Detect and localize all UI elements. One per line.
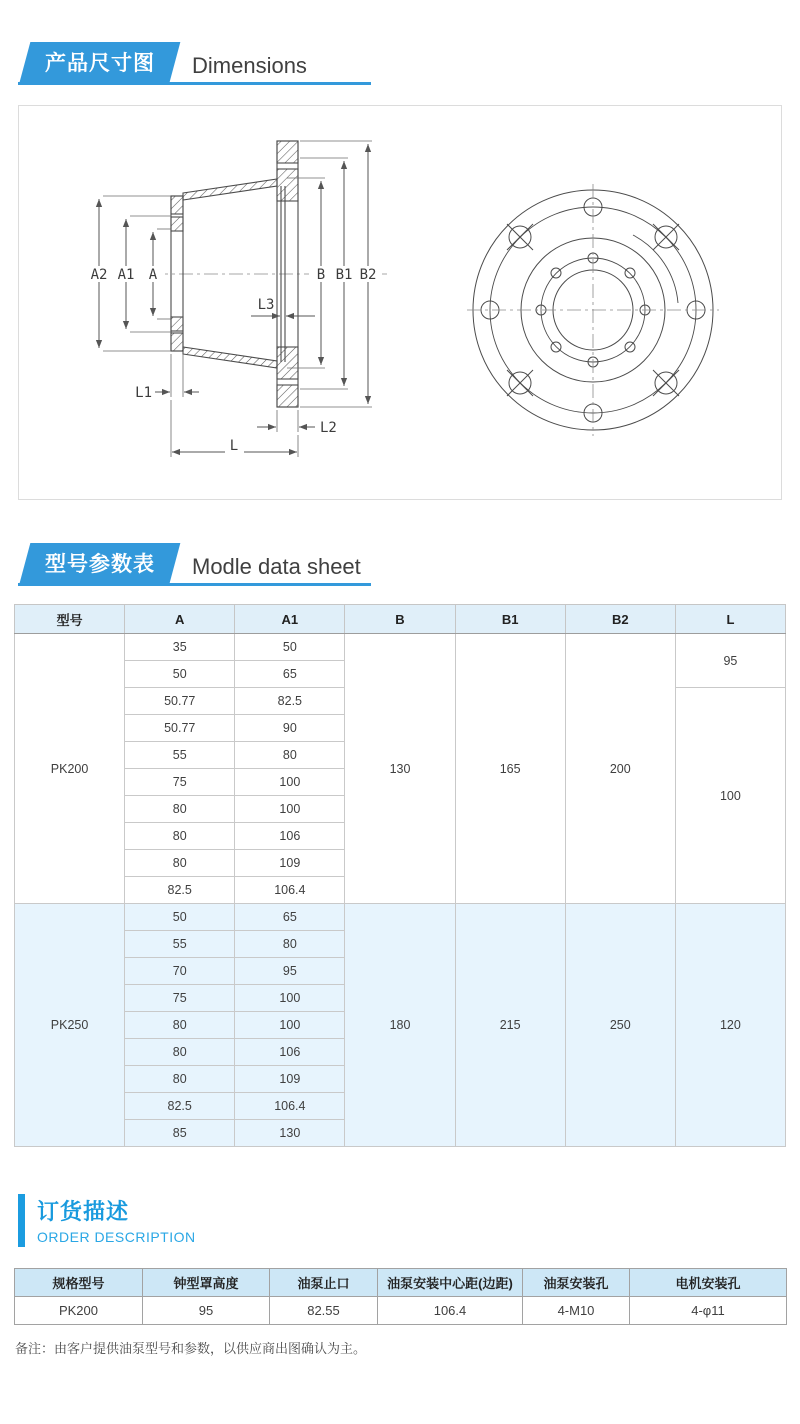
dimensions-section-header [18, 46, 371, 85]
a-cell: 75 [125, 769, 235, 796]
datasheet-title: Modle data sheet [192, 554, 361, 579]
table-row [15, 904, 786, 931]
order-table [14, 1268, 787, 1325]
l-cell: 120 [675, 904, 785, 1147]
order-title: 订货描述 [37, 1199, 130, 1224]
a-cell: 55 [125, 742, 235, 769]
table-cell: PK200 [15, 1297, 143, 1325]
dim-label-b: B [316, 267, 326, 283]
column-header: A1 [235, 605, 345, 634]
a1-cell: 90 [235, 715, 345, 742]
a-cell: 80 [125, 796, 235, 823]
column-header: A [125, 605, 235, 634]
a1-cell: 106.4 [235, 1093, 345, 1120]
a-cell: 70 [125, 958, 235, 985]
table-cell: 106.4 [378, 1297, 523, 1325]
a1-cell: 130 [235, 1120, 345, 1147]
front-view [467, 184, 719, 436]
a1-cell: 100 [235, 985, 345, 1012]
column-header: L [675, 605, 785, 634]
a-cell: 80 [125, 1066, 235, 1093]
dimensions-tag-badge [20, 42, 181, 82]
column-header: 规格型号 [15, 1269, 143, 1297]
order-section-header [18, 1194, 800, 1247]
table-cell: 82.55 [270, 1297, 378, 1325]
column-header: 型号 [15, 605, 125, 634]
a-cell: 55 [125, 931, 235, 958]
a1-cell: 106 [235, 1039, 345, 1066]
a1-cell: 106.4 [235, 877, 345, 904]
b-cell: 180 [345, 904, 455, 1147]
column-header: 油泵止口 [270, 1269, 378, 1297]
partial-arc [633, 235, 678, 303]
dim-label-b1: B1 [335, 267, 353, 283]
b-cell: 130 [345, 634, 455, 904]
a1-cell: 65 [235, 904, 345, 931]
a-cell: 75 [125, 985, 235, 1012]
a1-cell: 95 [235, 958, 345, 985]
dim-label-b2: B2 [359, 267, 377, 283]
a1-cell: 109 [235, 850, 345, 877]
a1-cell: 109 [235, 1066, 345, 1093]
a-cell: 80 [125, 1012, 235, 1039]
table-row [15, 634, 786, 661]
a-cell: 50 [125, 661, 235, 688]
b2-cell: 250 [565, 904, 675, 1147]
technical-drawing [19, 106, 781, 499]
a1-cell: 106 [235, 823, 345, 850]
dim-label-l1: L1 [135, 385, 152, 401]
dim-label-a: A [148, 267, 158, 283]
a-cell: 50.77 [125, 688, 235, 715]
column-header: B [345, 605, 455, 634]
dimensions-tag-label: 产品尺寸图 [45, 52, 155, 75]
a-cell: 85 [125, 1120, 235, 1147]
column-header: 电机安装孔 [630, 1269, 787, 1297]
dim-label-l: L [229, 438, 239, 454]
datasheet-section-header [18, 547, 371, 586]
b1-cell: 215 [455, 904, 565, 1147]
footnote: 备注：由客户提供油泵型号和参数，以供应商出图确认为主。 [15, 1341, 367, 1356]
dimensions-title: Dimensions [192, 53, 307, 78]
table-cell: 95 [143, 1297, 270, 1325]
datasheet-tag-label: 型号参数表 [45, 553, 155, 576]
a-cell: 82.5 [125, 1093, 235, 1120]
column-header: 油泵安装中心距(边距) [378, 1269, 523, 1297]
dimension-drawing-panel [18, 105, 782, 500]
order-table-header-row [15, 1269, 787, 1297]
a1-cell: 100 [235, 769, 345, 796]
a1-cell: 100 [235, 796, 345, 823]
l-cell: 95 [675, 634, 785, 688]
a1-cell: 65 [235, 661, 345, 688]
a-cell: 80 [125, 823, 235, 850]
column-header: B2 [565, 605, 675, 634]
dim-label-a1: A1 [117, 267, 135, 283]
model-table [14, 604, 786, 1147]
a1-cell: 80 [235, 931, 345, 958]
table-cell: 4-M10 [523, 1297, 630, 1325]
a-cell: 80 [125, 850, 235, 877]
a-cell: 80 [125, 1039, 235, 1066]
model-cell: PK250 [15, 904, 125, 1147]
column-header: 油泵安装孔 [523, 1269, 630, 1297]
dim-label-l3: L3 [257, 297, 275, 313]
b1-cell: 165 [455, 634, 565, 904]
b2-cell: 200 [565, 634, 675, 904]
dim-label-a2: A2 [90, 267, 108, 283]
a-cell: 50.77 [125, 715, 235, 742]
model-cell: PK200 [15, 634, 125, 904]
a-cell: 82.5 [125, 877, 235, 904]
a1-cell: 100 [235, 1012, 345, 1039]
table-cell: 4-φ11 [630, 1297, 787, 1325]
column-header: B1 [455, 605, 565, 634]
table-row [15, 1297, 787, 1325]
a1-cell: 82.5 [235, 688, 345, 715]
column-header: 钟型罩高度 [143, 1269, 270, 1297]
datasheet-tag-badge [20, 543, 181, 583]
a1-cell: 80 [235, 742, 345, 769]
order-subtitle: ORDER DESCRIPTION [37, 1229, 196, 1245]
dim-label-l2: L2 [320, 420, 337, 436]
l-cell: 100 [675, 688, 785, 904]
a1-cell: 50 [235, 634, 345, 661]
a-cell: 50 [125, 904, 235, 931]
model-table-header-row [15, 605, 786, 634]
a-cell: 35 [125, 634, 235, 661]
